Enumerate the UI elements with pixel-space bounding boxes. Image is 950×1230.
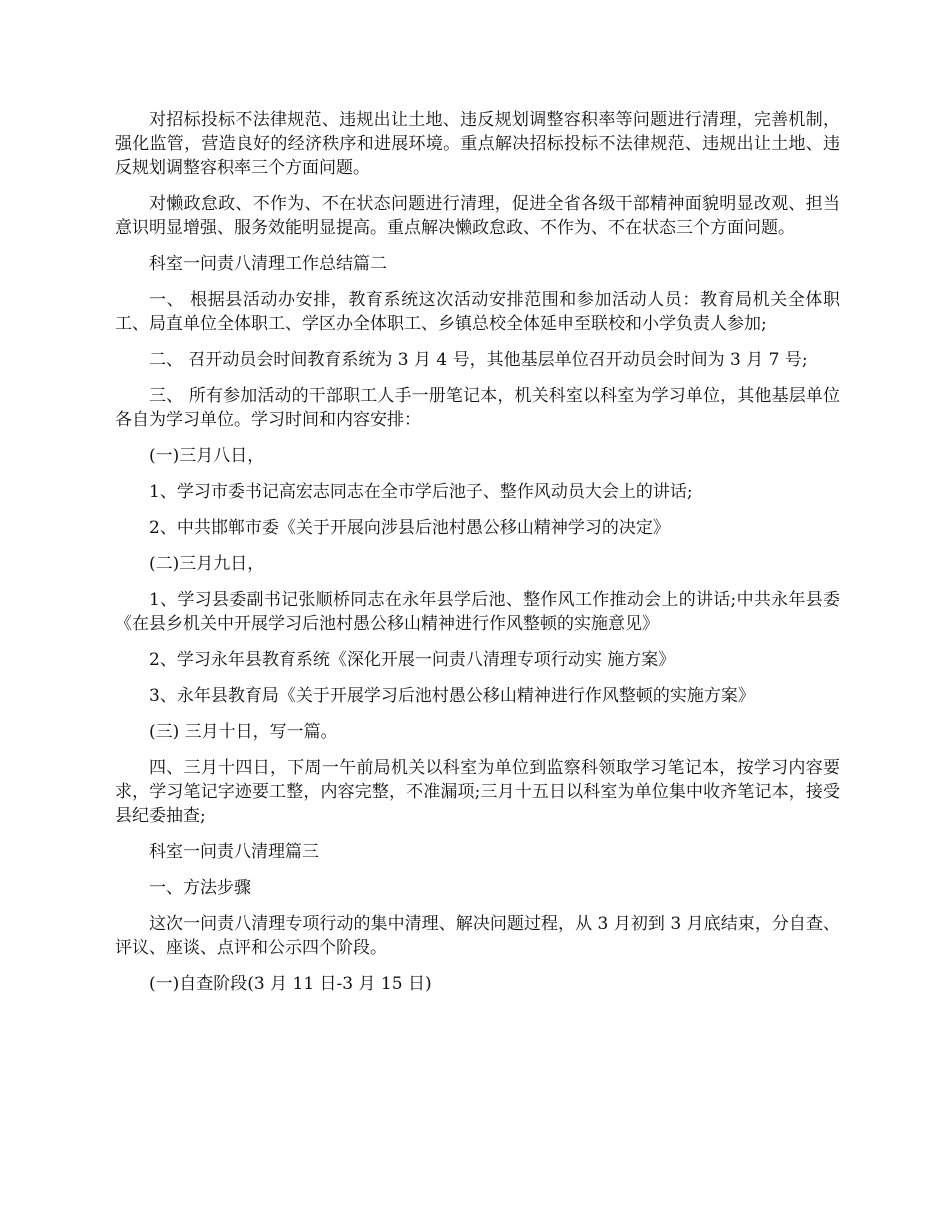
paragraph-item-two: 二、 召开动员会时间教育系统为 3 月 4 号，其他基层单位召开动员会时间为 3 月 7 号; <box>149 350 808 370</box>
paragraph-item-four: 四、三月十四日，下周一午前局机关以科室为单位到监察科领取学习笔记本，按学习内容要求，学习笔记字迹要工整，内容完整，不准漏项;三月十五日以科室为单位集中收齐笔记本，接受县纪委抽查; <box>115 758 840 826</box>
paragraph-item-three: 三、 所有参加活动的干部职工人手一册笔记本，机关科室以科室为学习单位，其他基层单位各自为学习单位。学习时间和内容安排： <box>115 386 840 430</box>
subheading-march-9: (二)三月九日， <box>149 554 265 574</box>
section-heading-part-two: 科室一问责八清理工作总结篇二 <box>149 254 387 274</box>
subheading-methods-steps: 一、方法步骤 <box>149 878 251 898</box>
paragraph-2: 对懒政怠政、不作为、不在状态问题进行清理，促进全省各级干部精神面貌明显改观、担当意识明显增强、服务效能明显提高。重点解决懒政怠政、不作为、不在状态三个方面问题。 <box>115 194 840 238</box>
list-item: 1、学习县委副书记张顺桥同志在永年县学后池、整作风工作推动会上的讲话;中共永年县委《在县乡机关中开展学习后池村愚公移山精神进行作风整顿的实施意见》 <box>115 590 840 634</box>
section-heading-part-three: 科室一问责八清理篇三 <box>149 842 319 862</box>
document-body <box>115 108 840 1008</box>
list-item: 3、永年县教育局《关于开展学习后池村愚公移山精神进行作风整顿的实施方案》 <box>149 686 755 706</box>
list-item: 2、学习永年县教育系统《深化开展一问责八清理专项行动实 施方案》 <box>149 650 676 670</box>
paragraph-item-one: 一、 根据县活动办安排，教育系统这次活动安排范围和参加活动人员：教育局机关全体职工、局直单位全体职工、学区办全体职工、乡镇总校全体延申至联校和小学负责人参加; <box>115 290 840 334</box>
paragraph-1: 对招标投标不法律规范、违规出让土地、违反规划调整容积率等问题进行清理，完善机制，强化监管，营造良好的经济秩序和进展环境。重点解决招标投标不法律规范、违规出让土地、违反规划调整容积率三个方面问题。 <box>115 110 840 178</box>
list-item: 2、中共邯郸市委《关于开展向涉县后池村愚公移山精神学习的决定》 <box>149 518 670 538</box>
paragraph-process: 这次一问责八清理专项行动的集中清理、解决问题过程，从 3 月初到 3 月底结束，分自查、评议、座谈、点评和公示四个阶段。 <box>115 914 840 958</box>
subheading-march-10: (三) 三月十日，写一篇。 <box>149 722 338 742</box>
list-item: 1、学习市委书记高宏志同志在全市学后池子、整作风动员大会上的讲话; <box>149 482 693 502</box>
subheading-self-check: (一)自查阶段(3 月 11 日-3 月 15 日) <box>149 974 432 994</box>
subheading-march-8: (一)三月八日， <box>149 446 265 466</box>
